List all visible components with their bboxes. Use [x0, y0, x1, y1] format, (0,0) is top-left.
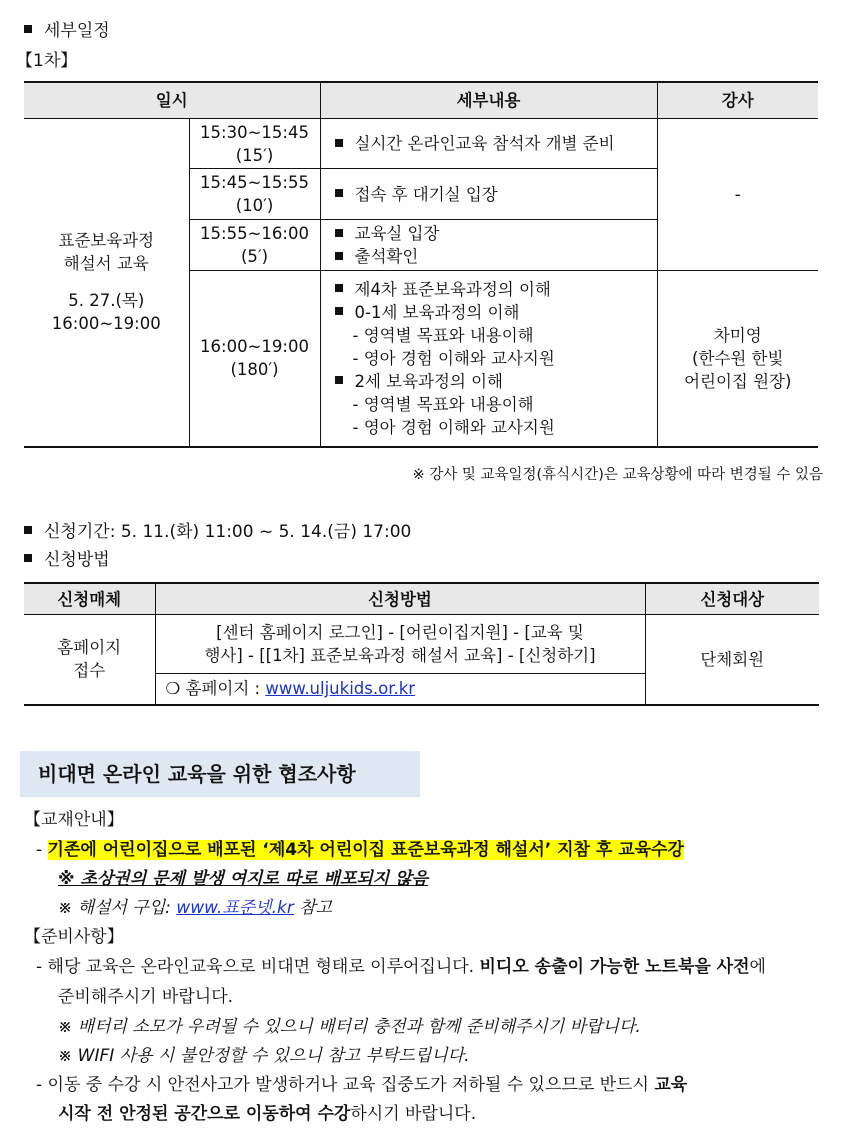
square-bullet-icon: [24, 526, 32, 534]
course-cell: 표준보육과정 해설서 교육 5. 27.(목) 16:00~19:00: [24, 119, 189, 447]
details-cell: 실시간 온라인교육 참석자 개별 준비: [320, 119, 657, 169]
col-header-lecturer: 강사: [657, 82, 818, 119]
details-cell: 교육실 입장 출석확인: [320, 220, 657, 271]
square-bullet-icon: [24, 554, 32, 562]
coop-banner: 비대면 온라인 교육을 위한 협조사항: [20, 751, 420, 797]
lecturer-cell: 차미영 (한수원 한빛 어린이집 원장): [657, 271, 818, 447]
homepage-link[interactable]: www.uljukids.or.kr: [265, 679, 416, 699]
time-cell: 15:55~16:00 (5′): [189, 220, 320, 271]
textbook-main: - 기존에 어린이집으로 배포된 ‘제4차 어린이집 표준보육과정 해설서’ 지참 후 교육수강: [36, 840, 684, 860]
textbook-warn: ※ 초상권의 문제 발생 여지로 따로 배포되지 않음: [58, 869, 428, 889]
schedule-header-row: [24, 82, 818, 119]
apply-method-heading: 신청방법: [24, 545, 110, 570]
schedule-table: [24, 81, 818, 448]
details-cell: 접속 후 대기실 입장: [320, 169, 657, 220]
square-bullet-icon: [335, 252, 343, 260]
time-cell: 16:00~19:00 (180′): [189, 271, 320, 447]
square-bullet-icon: [24, 25, 32, 33]
time-cell: 15:30~15:45 (15′): [189, 119, 320, 169]
details-cell: 제4차 표준보육과정의 이해 0-1세 보육과정의 이해 - 영역별 목표와 내용이해 - 영아 경험 이해와 교사지원 2세 보육과정의 이해 - 영역별 목표와 내용이해 - 영아 경험 이해와 교사지원: [320, 271, 657, 447]
col-header-method: 신청방법: [155, 583, 645, 615]
prep-heading: 【준비사항】: [24, 927, 124, 947]
round-label: 【1차】: [16, 51, 78, 71]
table-row: [24, 119, 818, 169]
method-path-cell: [센터 홈페이지 로그인] - [어린이집지원] - [교육 및 행사] - [[1차] 표준보육과정 해설서 교육] - [신청하기]: [155, 615, 645, 674]
square-bullet-icon: [335, 307, 343, 315]
square-bullet-icon: [335, 189, 343, 197]
col-header-details: 세부내용: [320, 82, 657, 119]
prep-item-1-cont: 준비해주시기 바랍니다.: [58, 987, 234, 1007]
col-header-media: 신청매체: [24, 583, 155, 615]
col-header-datetime: 일시: [24, 82, 320, 119]
square-bullet-icon: [335, 284, 343, 292]
prep-note-1: ※ 배터리 소모가 우려될 수 있으니 배터리 충전과 함께 준비해주시기 바랍니다.: [58, 1017, 641, 1037]
homepage-cell: ❍ 홈페이지 : www.uljukids.or.kr: [155, 674, 645, 705]
textbook-heading: 【교재안내】: [24, 810, 124, 830]
textbook-buy: ※ 해설서 구입: www.표준넷.kr 참고: [58, 898, 333, 918]
col-header-target: 신청대상: [645, 583, 819, 615]
square-bullet-icon: [335, 229, 343, 237]
apply-period: 신청기간: 5. 11.(화) 11:00 ~ 5. 14.(금) 17:00: [24, 517, 411, 542]
media-cell: 홈페이지 접수: [24, 615, 155, 705]
prep-item-2-cont: 시작 전 안정된 공간으로 이동하여 수강하시기 바랍니다.: [58, 1104, 477, 1124]
textbook-link[interactable]: www.표준넷.kr: [176, 898, 294, 918]
prep-note-2: ※ WIFI 사용 시 불안정할 수 있으니 참고 부탁드립니다.: [58, 1046, 470, 1066]
schedule-heading: 세부일정: [24, 16, 110, 41]
apply-table: [24, 582, 819, 706]
schedule-note: ※ 강사 및 교육일정(휴식시간)은 교육상황에 따라 변경될 수 있음: [412, 467, 823, 483]
prep-item-2: - 이동 중 수강 시 안전사고가 발생하거나 교육 집중도가 저하될 수 있으므로 반드시 교육: [36, 1075, 688, 1095]
table-row: [24, 615, 819, 674]
square-bullet-icon: [335, 376, 343, 384]
target-cell: 단체회원: [645, 615, 819, 705]
lecturer-none-cell: -: [657, 119, 818, 271]
time-cell: 15:45~15:55 (10′): [189, 169, 320, 220]
highlighted-text: 기존에 어린이집으로 배포된 ‘제4차 어린이집 표준보육과정 해설서’ 지참 후 교육수강: [47, 840, 684, 860]
apply-header-row: [24, 583, 819, 615]
prep-item-1: - 해당 교육은 온라인교육으로 비대면 형태로 이루어집니다. 비디오 송출이 가능한 노트북을 사전에: [36, 957, 766, 977]
square-bullet-icon: [335, 139, 343, 147]
